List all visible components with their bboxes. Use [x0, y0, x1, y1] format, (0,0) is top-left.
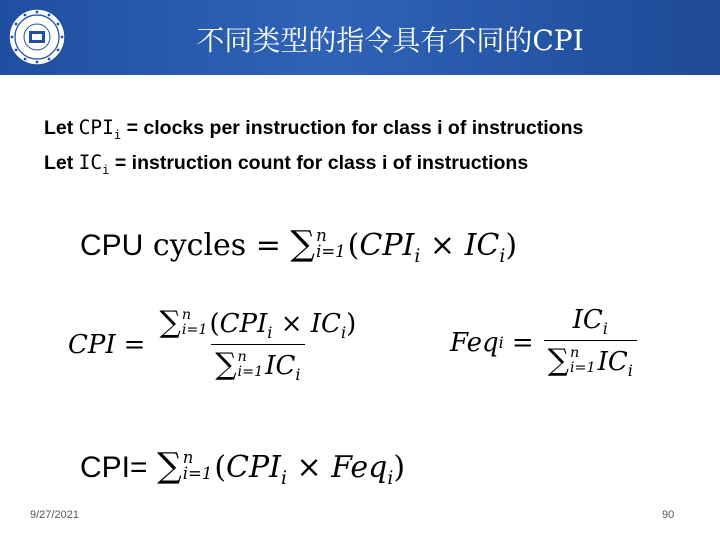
summation: [215, 347, 265, 382]
index: i: [281, 468, 287, 489]
fraction: [544, 305, 637, 380]
university-seal-icon: [7, 7, 67, 67]
definition-text: = instruction count for class i of instructions: [109, 151, 529, 174]
cpu-label: CPU: [80, 229, 144, 262]
feq-term: Feq: [331, 450, 388, 485]
definition-prefix: Let: [44, 151, 79, 174]
open-paren: (: [347, 228, 360, 263]
sum-upper: n: [237, 349, 247, 366]
sum-limits: [570, 346, 596, 375]
ic-symbol: IC: [78, 150, 103, 174]
equals-sign: =: [255, 228, 281, 263]
sum-upper: n: [569, 345, 580, 362]
sum-limits: [182, 447, 213, 483]
sum-lower: i=1: [569, 359, 596, 376]
index: i: [499, 246, 506, 267]
feq-lhs: Feq: [450, 327, 499, 358]
cpi-term: CPI: [359, 228, 415, 263]
cpi-subscript: i: [113, 127, 122, 142]
sum-lower: i=1: [237, 363, 264, 380]
definition-cpi: [44, 114, 583, 149]
definition-text: = clocks per instruction for class i of instructions: [121, 117, 584, 139]
ic-subscript: i: [102, 162, 110, 177]
sigma-symbol: ∑: [159, 305, 181, 340]
sigma-symbol: ∑: [547, 343, 569, 379]
cycles-word: cycles: [152, 228, 247, 263]
formula-cpu-cycles: [80, 224, 517, 267]
sum-limits: [182, 308, 208, 337]
slide-header: [0, 0, 720, 75]
equals-sign: =: [123, 329, 146, 360]
sum-limits: [238, 350, 264, 379]
cpi-symbol: CPI: [78, 116, 114, 139]
sum-lower: i=1: [181, 321, 208, 338]
sum-limits: [316, 225, 346, 261]
index: i: [267, 323, 273, 343]
equals-sign: =: [511, 327, 534, 358]
index: i: [340, 323, 347, 343]
fraction: [155, 305, 360, 384]
sigma-symbol: ∑: [157, 446, 182, 486]
index: i: [602, 319, 608, 339]
open-paren: (: [209, 309, 220, 339]
summation: [159, 305, 209, 340]
times-sign: ×: [296, 450, 322, 485]
close-paren: ): [346, 309, 357, 339]
sum-upper: n: [182, 447, 194, 467]
formula-cpi-weighted: [80, 446, 405, 489]
sum-upper: n: [181, 307, 192, 324]
ic-term: IC: [310, 309, 341, 339]
definition-ic: [44, 149, 583, 184]
index: i: [295, 365, 301, 385]
ic-term: IC: [265, 351, 296, 382]
sum-upper: n: [316, 225, 327, 245]
cpi-term: CPI: [219, 309, 268, 339]
formula-frequency: [450, 305, 637, 380]
times-sign: ×: [280, 309, 303, 339]
sum-lower: i=1: [182, 464, 213, 483]
summation: [290, 224, 347, 264]
denominator: [544, 340, 637, 380]
page-number: 90: [662, 509, 675, 521]
sum-lower: i=1: [316, 242, 346, 261]
summation: [548, 343, 598, 378]
close-paren: ): [393, 450, 406, 485]
denominator: [211, 344, 304, 384]
ic-term: IC: [597, 347, 628, 378]
index: i: [498, 333, 504, 353]
numerator: [569, 305, 612, 340]
footer-date: 9/27/2021: [30, 509, 79, 521]
summation: [157, 446, 214, 486]
cpi-short-label: CPI=: [80, 451, 148, 484]
sigma-symbol: ∑: [215, 347, 237, 383]
slide-title: 不同类型的指令具有不同的CPI: [196, 24, 584, 57]
close-paren: ): [505, 228, 518, 263]
times-sign: ×: [429, 228, 456, 263]
cpi-lhs: CPI: [68, 329, 116, 360]
sigma-symbol: ∑: [290, 224, 316, 264]
ic-term: IC: [572, 305, 603, 335]
index: i: [387, 468, 394, 489]
definition-prefix: Let: [44, 117, 79, 139]
cpi-term: CPI: [226, 450, 282, 485]
formula-cpi-average: [68, 305, 360, 384]
numerator: [155, 305, 360, 344]
open-paren: (: [214, 450, 227, 485]
ic-term: IC: [464, 228, 500, 263]
index: i: [414, 246, 421, 267]
definitions: [44, 114, 583, 184]
index: i: [627, 361, 633, 381]
